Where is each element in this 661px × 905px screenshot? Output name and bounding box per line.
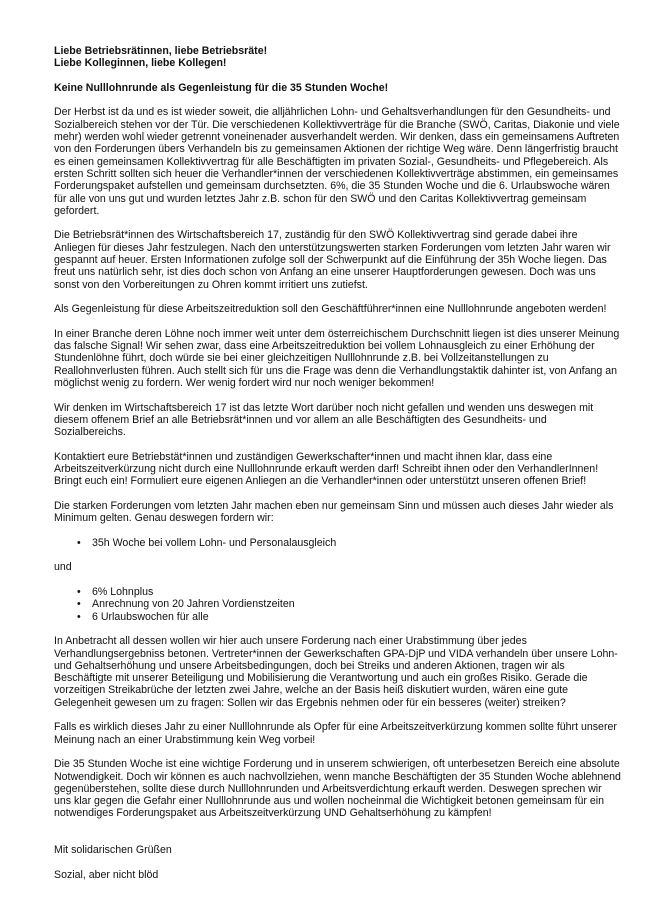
connector [54, 561, 644, 573]
paragraph-line: Sozialbereichs. [54, 426, 126, 439]
paragraph-line: Wir denken im Wirtschaftsbereich 17 ist das letzte Wort darüber noch nicht gefallen und wenden uns deswegen mit [54, 401, 594, 414]
paragraph-line: Forderungspaket aufstellen und gemeinsam durchsetzten. 6%, die 35 Stunden Woche und die 6. Urlaubswoche wären [54, 180, 610, 193]
demands-list-2 [54, 586, 644, 623]
signature [54, 869, 644, 881]
bullet-icon: • [77, 586, 81, 599]
paragraph [54, 402, 644, 439]
paragraph-line: Sozialbereich stehen vor der Tür. Die verschiedenen Kollektivverträge für die Branche (SWÖ, Caritas, Diakonie und viele [54, 118, 620, 131]
demand-text: 6 Urlaubswochen für alle [92, 610, 209, 623]
greeting-line: Liebe Betriebsrätinnen, liebe Betriebsräte! [54, 45, 268, 57]
paragraph [54, 451, 644, 488]
paragraph-line: mehr) werden wohl wieder getrennt voneinenader ausverhandelt werden. Wir denken, dass ein gemeinsamens Auftreten [54, 131, 620, 144]
greeting [54, 45, 644, 70]
paragraph-line: In Anbetracht all dessen wollen wir hier auch unsere Forderung nach einer Urabstimmung über jedes [54, 635, 527, 648]
paragraph-line: Die 35 Stunden Woche ist eine wichtige Forderung und in unserem schwierigen, oft unterbesetzen Bereich eine absolute [54, 758, 620, 771]
paragraph-line: sonst von den Vorbereitungen zu Ohren kommt irritiert uns zutiefst. [54, 278, 368, 291]
paragraph [54, 106, 644, 217]
paragraph-line: gefordert. [54, 204, 100, 217]
paragraph-line: diesem offenem Brief an alle Betriebsrät*innen und vor allem an alle Beschäftigten des Gesundheits- und [54, 413, 547, 426]
paragraph-line: uns klar gegen die Gefahr einer Nulllohnrunde aus und wollen nocheinmal die Wichtigkeit betonen gemeinsam für ein [54, 795, 605, 808]
paragraph-line: freut uns natürlich sehr, ist dies doch schon von Anfang an eine unserer Hauptforderungen gewesen. Doch was uns [54, 266, 596, 279]
demand-item [54, 586, 644, 598]
demand-item [54, 598, 644, 610]
closing [54, 844, 644, 856]
paragraph-line: Notwendigkeit. Doch wir können es auch nachvollziehen, wenn manche Beschäftigten der 35 Stunden Woche ablehnend [54, 770, 621, 783]
signature-text: Sozial, aber nicht blöd [54, 868, 159, 881]
body-paragraphs-b [54, 635, 644, 819]
headline [54, 82, 644, 94]
paragraph-line: Gelegenheit gewesen um zu fragen: Sollen wir das Ergebnis nehmen oder für ein besseres (weiter) streiken? [54, 696, 566, 709]
headline-text: Keine Nulllohnrunde als Gegenleistung für die 35 Stunden Woche! [54, 81, 389, 94]
connector-text: und [54, 561, 72, 574]
paragraph [54, 635, 644, 709]
paragraph-line: möglichst wenig zu fordern. Wer wenig fordert wird nur noch weniger bekommen! [54, 377, 435, 390]
paragraph-line: gespannt auf heuer. Ersten Informationen zufolge soll der Schwerpunkt auf die Einführung der 35h Woche liegen. Das [54, 254, 607, 267]
paragraph-line: In einer Branche deren Löhne noch immer weit unter dem österreichischem Durchschnitt liegen ist dies unserer Meinung [54, 327, 620, 340]
paragraph-line: Beschäftigte mit unserer Beteiligung und Mobilisierung die Verantwortung und auch ein großes Risiko. Gerade die [54, 672, 588, 685]
letter-document [54, 45, 644, 893]
paragraph-line: es einen gemeinsamen Kollektivvertrag für alle Beschäftigten im privaten Sozial-, Gesundheits- und Pflegebereich. Als [54, 155, 609, 168]
paragraph [54, 328, 644, 389]
paragraph-line: das falsche Signal! Wir sehen zwar, dass eine Arbeitszeitreduktion bei vollem Lohnausgleich zu einer Erhöhung der [54, 340, 595, 353]
paragraph-line: von den Forderungen übers Verhandeln bis zu gemeinsamen Aktionen der richtige Weg wäre. Denn längerfristig braucht [54, 143, 618, 156]
demands-list-1 [54, 537, 644, 549]
paragraph-line: Reallohnverlusten führen. Auch stellt sich für uns die Frage was denn die Verhandlungstaktik dahinter ist, von Anfang an [54, 364, 617, 377]
demand-item [54, 537, 644, 549]
paragraph-line: Als Gegenleistung für diese Arbeitszeitreduktion soll den Geschäftführer*innen eine Nulllohnrunde angeboten werden! [54, 303, 607, 316]
paragraph [54, 229, 644, 290]
paragraph [54, 721, 644, 746]
bullet-icon: • [77, 598, 81, 611]
paragraph-line: Arbeitszeitverkürzung nicht durch eine Nulllohnrunde erkauft werden darf! Schreibt ihnen oder den VerhandlerInnen! [54, 463, 599, 476]
paragraph-line: Meinung nach an einer Urabstimmung kein Weg vorbei! [54, 733, 316, 746]
paragraph-line: ersten Schritt sollten sich heuer die Verhandler*innen der verschiedenen Kollektivverträge abstimmen, ein gemeinsames [54, 167, 619, 180]
demand-item [54, 611, 644, 623]
paragraph-line: gegenüberstehen, sollte diese durch Nulllohnrunden und Arbeitsverdichtung erkauft werden. Deswegen sprechen wir [54, 782, 602, 795]
greeting-line: Liebe Kolleginnen, liebe Kollegen! [54, 57, 227, 70]
paragraph-line: vorzeitigen Streikabrüche der letzten zwei Jahre, welche an der Basis heiß diskutiert wurden, wären eine gute [54, 684, 569, 697]
demand-text: 35h Woche bei vollem Lohn- und Personalausgleich [92, 536, 337, 549]
paragraph-line: Minimum gelten. Genau deswegen fordern wir: [54, 512, 274, 525]
paragraph [54, 303, 644, 315]
paragraph-line: Der Herbst ist da und es ist wieder soweit, die alljährlichen Lohn- und Gehaltsverhandlungen für den Gesundheits- und [54, 106, 611, 119]
paragraph-line: Die Betriebsrät*innen des Wirtschaftsbereich 17, zuständig für den SWÖ Kollektivvertrag sind gerade dabei ihre [54, 229, 578, 242]
paragraph-line: Anliegen für dieses Jahr festzulegen. Nach den unterstützungswerten starken Forderungen vom letzten Jahr waren wir [54, 241, 611, 254]
closing-text: Mit solidarischen Grüßen [54, 844, 172, 857]
paragraph-line: Stundenlöhne führt, doch würde sie bei einer gleichzeitigen Nulllohnrunde z.B. bei Vollzeitanstellungen zu [54, 352, 549, 365]
paragraph [54, 758, 644, 819]
body-paragraphs-a [54, 106, 644, 524]
paragraph-line: und Gehaltserhöhung und unsere Arbeitsbedingungen, doch bei Streiks und anderen Aktionen, tragen wir als [54, 659, 565, 672]
bullet-icon: • [77, 536, 81, 549]
paragraph-line: für alle von uns gut und wurden letztes Jahr z.B. schon für den SWÖ und den Caritas Kollektivvertrag gemeinsam [54, 192, 587, 205]
paragraph-line: Falls es wirklich dieses Jahr zu einer Nulllohnrunde als Opfer für eine Arbeitszeitverkürzung kommen sollte führt unserer [54, 721, 617, 734]
demand-text: 6% Lohnplus [92, 586, 154, 599]
bullet-icon: • [77, 610, 81, 623]
paragraph-line: Verhandlungsergebniss betonen. Vertreter*innen der Gewerkschaften GPA-DjP und VIDA verhandeln über unsere Lohn- [54, 647, 618, 660]
paragraph-line: notwendiges Forderungspaket aus Arbeitszeitverkürzung UND Gehaltserhöhung zu kämpfen! [54, 807, 492, 820]
paragraph [54, 500, 644, 525]
paragraph-line: Kontaktiert eure Betriebstät*innen und zuständigen Gewerkschafter*innen und macht ihnen klar, dass eine [54, 450, 553, 463]
paragraph-line: Die starken Forderungen vom letzten Jahr machen eben nur gemeinsam Sinn und müssen auch dieses Jahr wieder als [54, 499, 614, 512]
demand-text: Anrechnung von 20 Jahren Vordienstzeiten [92, 598, 295, 611]
paragraph-line: Bringt euch ein! Formuliert eure eigenen Anliegen an die Verhandler*innen oder unterstützt unseren offenen Brief! [54, 475, 587, 488]
